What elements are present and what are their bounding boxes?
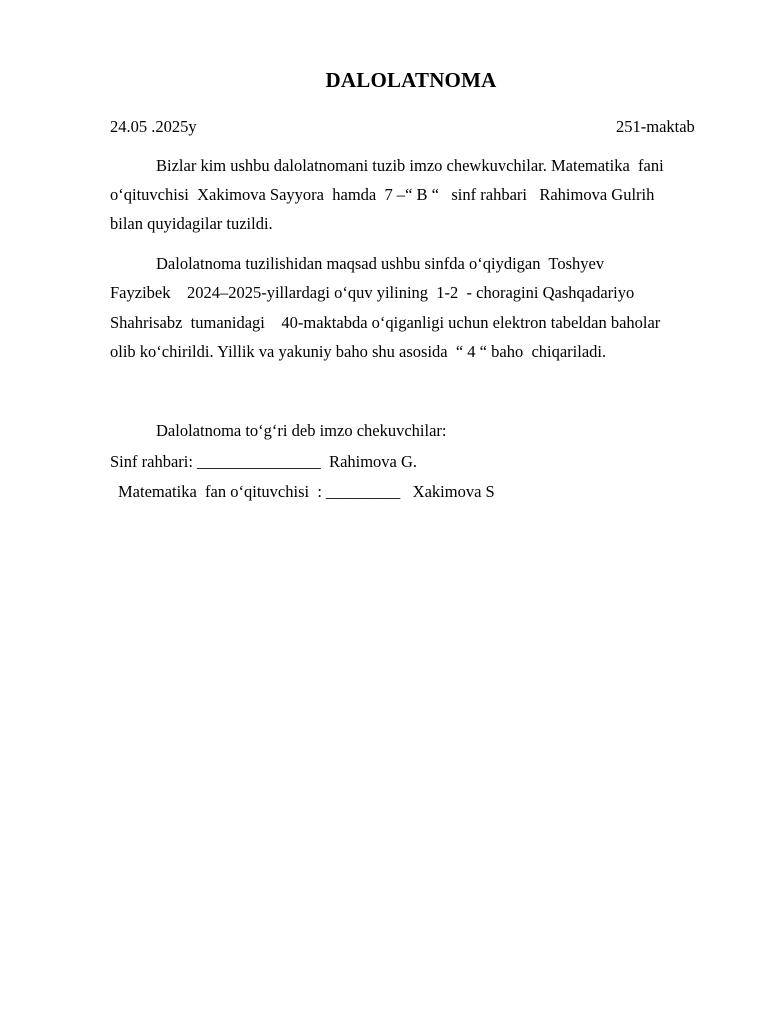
paragraph2-line4: olib ko‘chirildi. Yillik va yakuniy baho shu asosida “ 4 “ baho chiqariladi. — [110, 342, 607, 361]
paragraph2-line2: Fayzibek 2024–2025-yillardagi o‘quv yilining 1-2 - choragini Qashqadariyo — [110, 283, 635, 302]
paragraph2-line3: Shahrisabz tumanidagi 40-maktabda o‘qiganligi uchun elektron tabeldan baholar — [110, 313, 661, 332]
signature-math-teacher: Matematika fan o‘qituvchisi : _________ Xakimova S — [118, 482, 495, 501]
paragraph1-line2: o‘qituvchisi Xakimova Sayyora hamda 7 –“ B “ sinf rahbari Rahimova Gulrih — [110, 185, 655, 204]
paragraph1-line1: Bizlar kim ushbu dalolatnomani tuzib imzo chewkuvchilar. Matematika fani — [156, 156, 664, 175]
document-title: DALOLATNOMA — [325, 68, 497, 92]
closing-intro: Dalolatnoma to‘g‘ri deb imzo chekuvchilar: — [156, 421, 447, 440]
paragraph2-line1: Dalolatnoma tuzilishidan maqsad ushbu sinfda o‘qiydigan Toshyev — [156, 254, 605, 273]
document-date: 24.05 .2025y — [110, 117, 197, 136]
signature-class-teacher: Sinf rahbari: _______________ Rahimova G. — [110, 452, 418, 471]
paragraph1-line3: bilan quyidagilar tuzildi. — [110, 214, 273, 233]
school-name: 251-maktab — [616, 117, 695, 136]
